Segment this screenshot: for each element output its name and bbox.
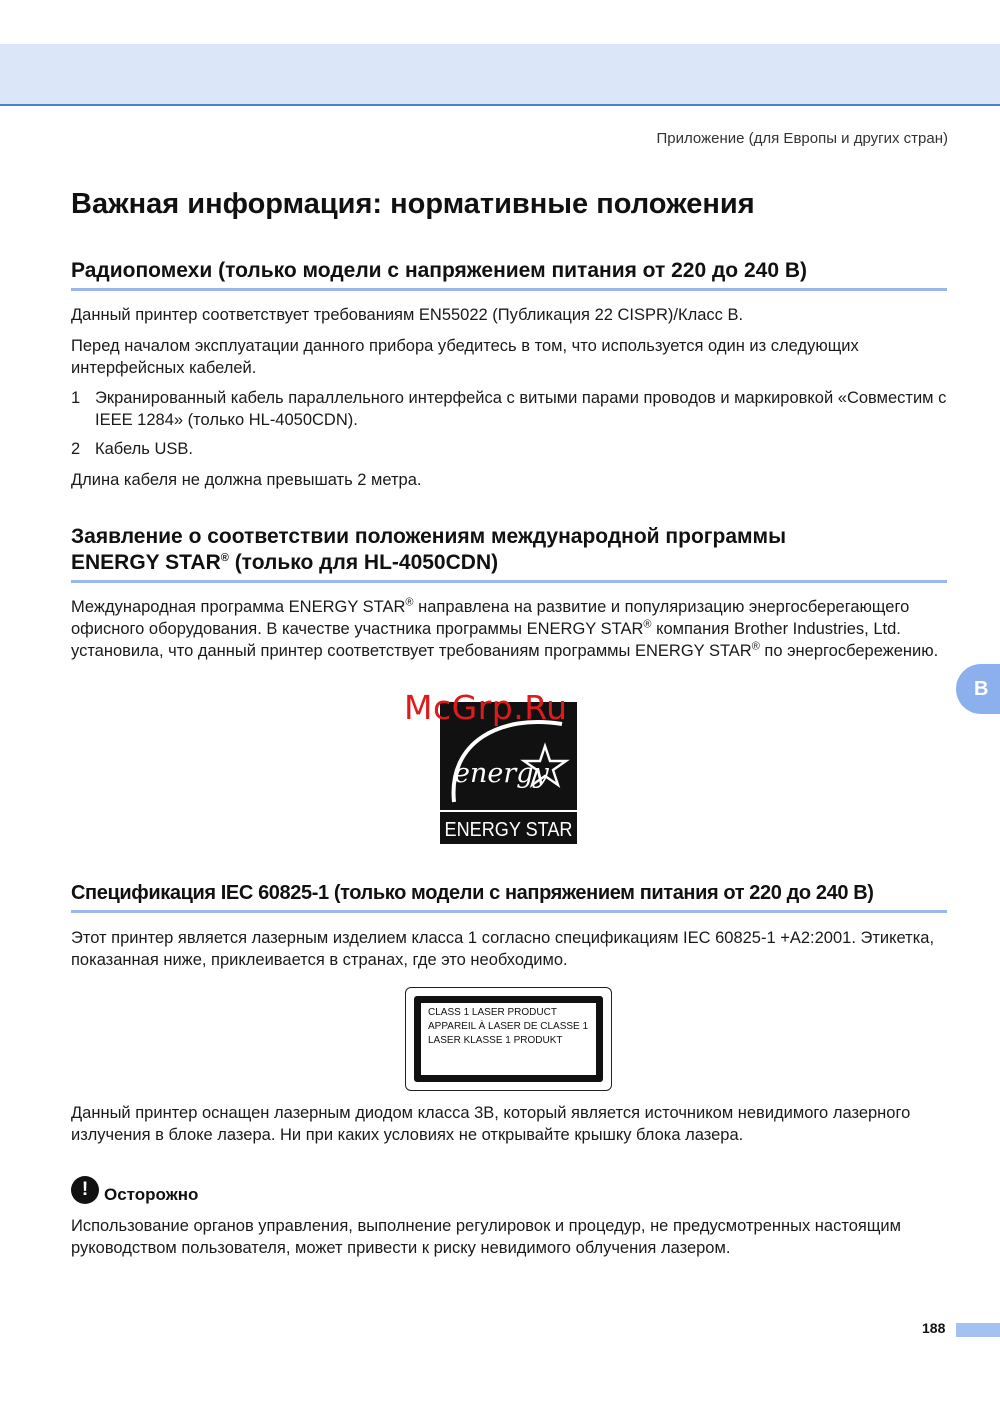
registered-mark: ®	[751, 640, 760, 653]
energy-para-d: по энергосбережению.	[759, 642, 939, 660]
list-text: Кабель USB.	[95, 440, 194, 458]
page-title: Важная информация: нормативные положения	[71, 188, 755, 220]
energy-para-c: компания Brother Industries, Ltd. установила, что данный принтер соответствует требованиям программы ENERGY STAR	[71, 620, 901, 660]
energy-star-logo-text: ENERGY STAR	[444, 819, 573, 841]
energy-script-text: energy	[454, 758, 549, 789]
registered-mark: ®	[643, 618, 652, 631]
list-number: 1	[71, 389, 81, 407]
running-header: Приложение (для Европы и других стран)	[656, 130, 948, 147]
caution-icon: !	[71, 1176, 99, 1204]
laser-label-inner	[414, 996, 603, 1082]
energy-para-b: направлена на развитие и популяризацию энергосберегающего офисного оборудования. В качестве участника программы ENERGY STAR	[71, 598, 910, 638]
header-band	[0, 44, 1000, 106]
caution-text: Использование органов управления, выполнение регулировок и процедур, не предусмотренных настоящим руководством пользователя, может привести к риску невидимого облучения лазером.	[71, 1217, 901, 1257]
radio-section-heading: Радиопомехи (только модели с напряжением питания от 220 до 240 В)	[71, 258, 947, 291]
radio-para-3: Длина кабеля не должна превышать 2 метра.	[71, 471, 422, 489]
energy-para-a: Международная программа ENERGY STAR	[71, 598, 406, 616]
list-number: 2	[71, 440, 81, 458]
laser-label-line: APPAREIL À LASER DE CLASSE 1	[428, 1021, 589, 1032]
iec-section-heading: Спецификация IEC 60825-1 (только модели с напряжением питания от 220 до 240 В)	[71, 880, 947, 913]
iec-para-2: Данный принтер оснащен лазерным диодом класса 3B, который является источником невидимого лазерного излучения в блоке лазера. Ни при каких условиях не открывайте крышку блока лазера.	[71, 1104, 911, 1144]
iec-para-1: Этот принтер является лазерным изделием класса 1 согласно спецификациям IEC 60825-1 +A2:2001. Этикетка, показанная ниже, приклеивается в странах, где это необходимо.	[71, 929, 935, 969]
energy-heading-line1: Заявление о соответствии положениям международной программы	[71, 525, 787, 548]
laser-class-label	[405, 987, 612, 1091]
watermark: McGrp.Ru	[404, 688, 568, 727]
laser-label-line: LASER KLASSE 1 PRODUKT	[428, 1035, 563, 1046]
registered-mark: ®	[220, 552, 229, 564]
caution-title: Осторожно	[104, 1185, 199, 1204]
energy-heading-line2a: ENERGY STAR	[71, 551, 221, 574]
list-text: Экранированный кабель параллельного интерфейса с витыми парами проводов и маркировкой «Совместим с IEEE 1284» (только HL-4050CDN).	[95, 389, 947, 429]
radio-para-2: Перед началом эксплуатации данного прибора убедитесь в том, что используется один из следующих интерфейсных кабелей.	[71, 337, 859, 377]
chapter-tab: B	[956, 664, 1000, 714]
radio-para-1: Данный принтер соответствует требованиям EN55022 (Публикация 22 CISPR)/Класс B.	[71, 306, 744, 324]
page-number: 188	[922, 1320, 946, 1336]
energy-para	[71, 596, 951, 662]
energy-section-heading	[71, 524, 947, 583]
footer-bar	[956, 1323, 1000, 1337]
laser-label-line: CLASS 1 LASER PRODUCT	[428, 1007, 557, 1018]
energy-heading-line2b: (только для HL-4050CDN)	[228, 551, 499, 574]
registered-mark: ®	[405, 596, 414, 609]
